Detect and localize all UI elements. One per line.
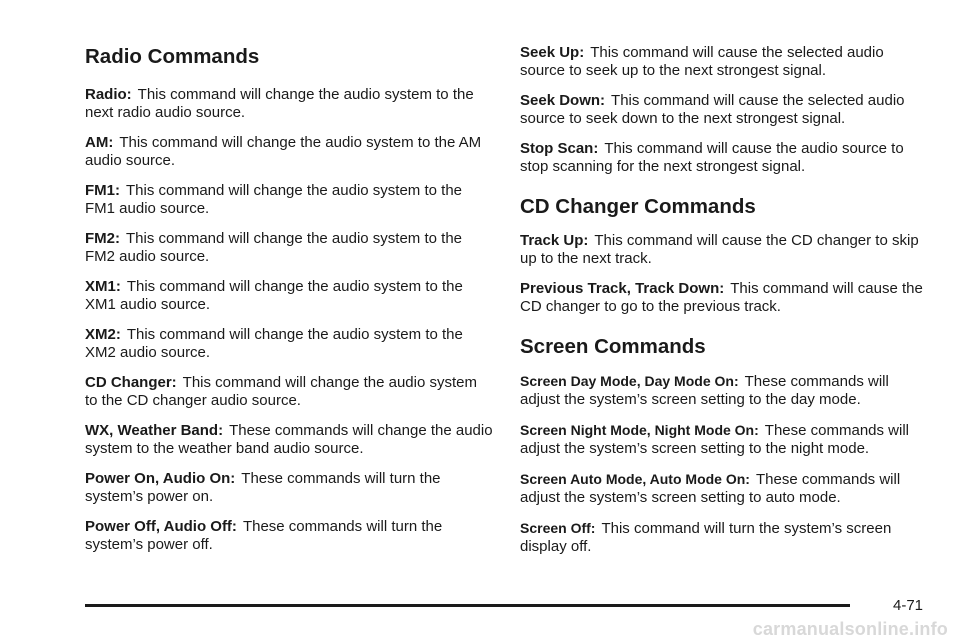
command-term: AM:	[85, 134, 114, 151]
command-term: CD Changer:	[85, 374, 177, 391]
command-term: Power On, Audio On:	[85, 470, 236, 487]
command-description: This command will change the audio system to the FM1 audio source.	[85, 182, 462, 217]
command-description: These commands will adjust the system’s screen setting to the night mode.	[520, 422, 909, 457]
command-term: XM1:	[85, 278, 121, 295]
command-entry	[520, 44, 930, 80]
page-number: 4-71	[893, 597, 924, 614]
command-entry	[85, 422, 493, 458]
left-column	[85, 44, 493, 566]
footer-rule	[85, 604, 850, 607]
command-description: This command will change the audio system to the XM1 audio source.	[85, 278, 463, 313]
command-description: This command will change the audio system to the CD changer audio source.	[85, 374, 477, 409]
command-entry	[520, 372, 930, 409]
command-entry	[520, 232, 930, 268]
command-term: FM1:	[85, 182, 120, 199]
command-description: These commands will change the audio system to the weather band audio source.	[85, 422, 493, 457]
command-entry	[85, 326, 493, 362]
command-description: These commands will adjust the system’s screen setting to auto mode.	[520, 471, 901, 506]
command-term: Screen Off:	[520, 520, 596, 536]
command-term: Previous Track, Track Down:	[520, 280, 725, 297]
command-term: Seek Up:	[520, 44, 585, 61]
command-description: This command will change the audio system to the next radio audio source.	[85, 86, 474, 121]
screen-commands-heading: Screen Commands	[520, 335, 706, 358]
command-description: This command will cause the CD changer to skip up to the next track.	[520, 232, 919, 267]
command-entry	[520, 470, 930, 507]
radio-commands-list	[85, 86, 493, 554]
command-description: This command will turn the system’s screen display off.	[520, 520, 892, 555]
right-column	[520, 44, 930, 568]
command-term: Stop Scan:	[520, 140, 599, 157]
command-term: FM2:	[85, 230, 120, 247]
command-description: This command will change the audio system to the AM audio source.	[85, 134, 482, 169]
command-term: Track Up:	[520, 232, 589, 249]
cd-changer-commands-heading: CD Changer Commands	[520, 195, 756, 218]
command-description: This command will change the audio system to the XM2 audio source.	[85, 326, 463, 361]
command-description: This command will cause the selected audio source to seek up to the next strongest signal.	[520, 44, 884, 79]
command-entry	[85, 518, 493, 554]
command-description: This command will cause the CD changer to go to the previous track.	[520, 280, 923, 315]
command-entry	[85, 134, 493, 170]
command-entry	[85, 278, 493, 314]
radio-commands-continued-list	[520, 44, 930, 176]
watermark: carmanualsonline.info	[752, 619, 948, 639]
command-entry	[520, 280, 930, 316]
command-entry	[520, 519, 930, 556]
command-term: Power Off, Audio Off:	[85, 518, 237, 535]
command-entry	[85, 374, 493, 410]
command-term: WX, Weather Band:	[85, 422, 224, 439]
command-entry	[85, 230, 493, 266]
command-description: This command will change the audio system to the FM2 audio source.	[85, 230, 462, 265]
command-description: These commands will adjust the system’s screen setting to the day mode.	[520, 373, 889, 408]
command-term: Radio:	[85, 86, 132, 103]
command-description: These commands will turn the system’s power on.	[85, 470, 441, 505]
command-term: Screen Night Mode, Night Mode On:	[520, 422, 759, 438]
command-term: XM2:	[85, 326, 121, 343]
command-entry	[520, 421, 930, 458]
radio-commands-heading: Radio Commands	[85, 45, 260, 68]
command-entry	[85, 182, 493, 218]
command-description: These commands will turn the system’s power off.	[85, 518, 443, 553]
command-term: Seek Down:	[520, 92, 606, 109]
command-term: Screen Auto Mode, Auto Mode On:	[520, 471, 750, 487]
command-description: This command will cause the selected audio source to seek down to the next strongest signal.	[520, 92, 905, 127]
command-entry	[85, 470, 493, 506]
command-entry	[85, 86, 493, 122]
command-description: This command will cause the audio source to stop scanning for the next strongest signal.	[520, 140, 904, 175]
command-entry	[520, 92, 930, 128]
command-term: Screen Day Mode, Day Mode On:	[520, 373, 739, 389]
screen-commands-list	[520, 372, 930, 556]
cd-changer-commands-list	[520, 232, 930, 316]
command-entry	[520, 140, 930, 176]
